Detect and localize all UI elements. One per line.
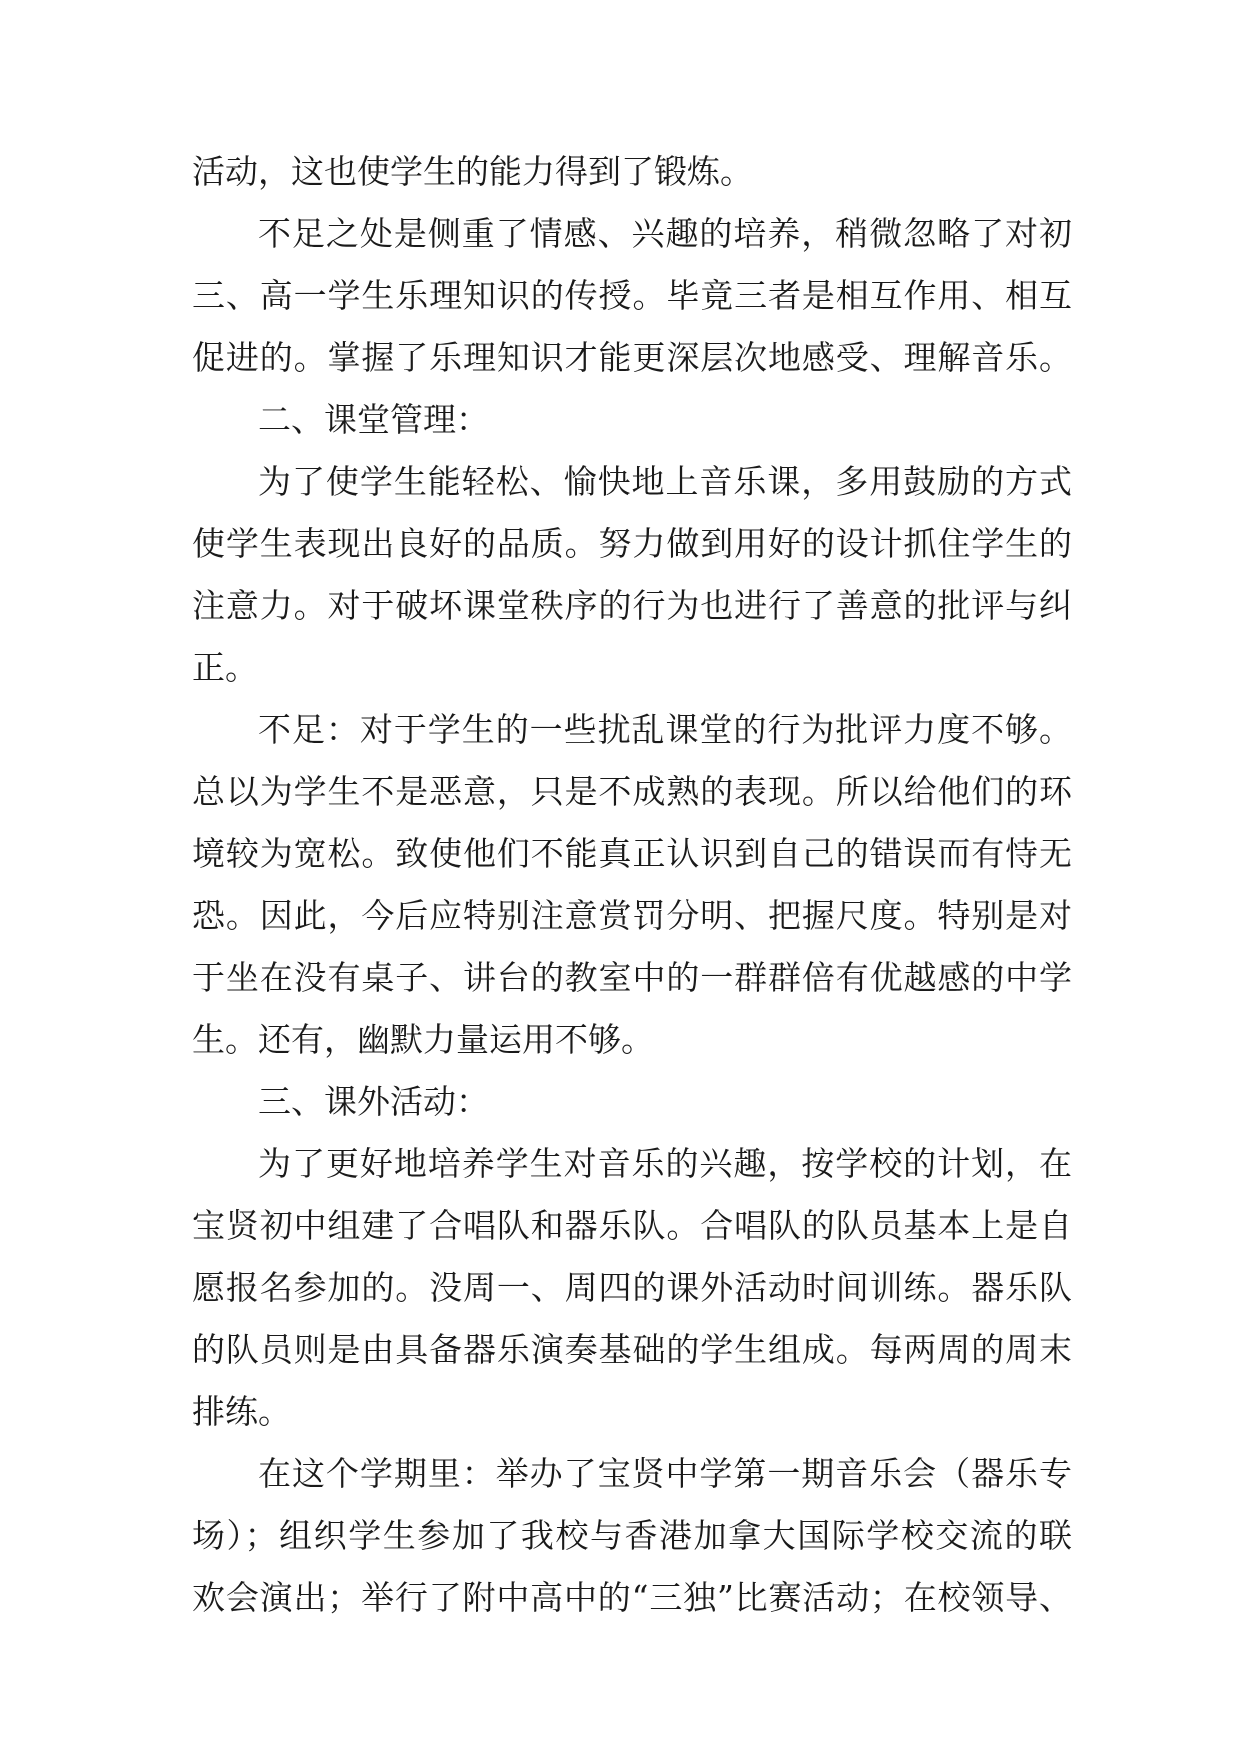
- text-line: 宝贤初中组建了合唱队和器乐队。合唱队的队员基本上是自: [192, 1206, 1072, 1245]
- text-line: 促进的。掌握了乐理知识才能更深层次地感受、理解音乐。: [192, 338, 1072, 377]
- text-line: 的队员则是由具备器乐演奏基础的学生组成。每两周的周末: [192, 1330, 1072, 1369]
- text-line: 在这个学期里：举办了宝贤中学第一期音乐会（器乐专: [258, 1454, 1072, 1493]
- text-line: 场）；组织学生参加了我校与香港加拿大国际学校交流的联: [192, 1516, 1072, 1555]
- text-line: 恐。因此，今后应特别注意赏罚分明、把握尺度。特别是对: [192, 896, 1072, 935]
- text-line: 活动，这也使学生的能力得到了锻炼。: [192, 152, 753, 191]
- text-line: 注意力。对于破坏课堂秩序的行为也进行了善意的批评与纠: [192, 586, 1072, 625]
- text-line: 愿报名参加的。没周一、周四的课外活动时间训练。器乐队: [192, 1268, 1072, 1307]
- text-line: 正。: [192, 648, 258, 687]
- text-line: 排练。: [192, 1392, 291, 1431]
- text-line: 于坐在没有桌子、讲台的教室中的一群群倍有优越感的中学: [192, 958, 1072, 997]
- text-line: 不足之处是侧重了情感、兴趣的培养，稍微忽略了对初: [258, 214, 1072, 253]
- text-line: 使学生表现出良好的品质。努力做到用好的设计抓住学生的: [192, 524, 1072, 563]
- text-line: 为了更好地培养学生对音乐的兴趣，按学校的计划，在: [258, 1144, 1072, 1183]
- text-line: 三、高一学生乐理知识的传授。毕竟三者是相互作用、相互: [192, 276, 1072, 315]
- section-heading: 二、课堂管理：: [258, 400, 489, 439]
- text-line: 为了使学生能轻松、愉快地上音乐课，多用鼓励的方式: [258, 462, 1072, 501]
- text-line: 不足：对于学生的一些扰乱课堂的行为批评力度不够。: [258, 710, 1072, 749]
- section-heading: 三、课外活动：: [258, 1082, 489, 1121]
- text-line: 生。还有，幽默力量运用不够。: [192, 1020, 654, 1059]
- text-line: 欢会演出；举行了附中高中的“三独”比赛活动；在校领导、: [192, 1578, 1072, 1617]
- text-line: 境较为宽松。致使他们不能真正认识到自己的错误而有恃无: [192, 834, 1072, 873]
- text-line: 总以为学生不是恶意，只是不成熟的表现。所以给他们的环: [192, 772, 1072, 811]
